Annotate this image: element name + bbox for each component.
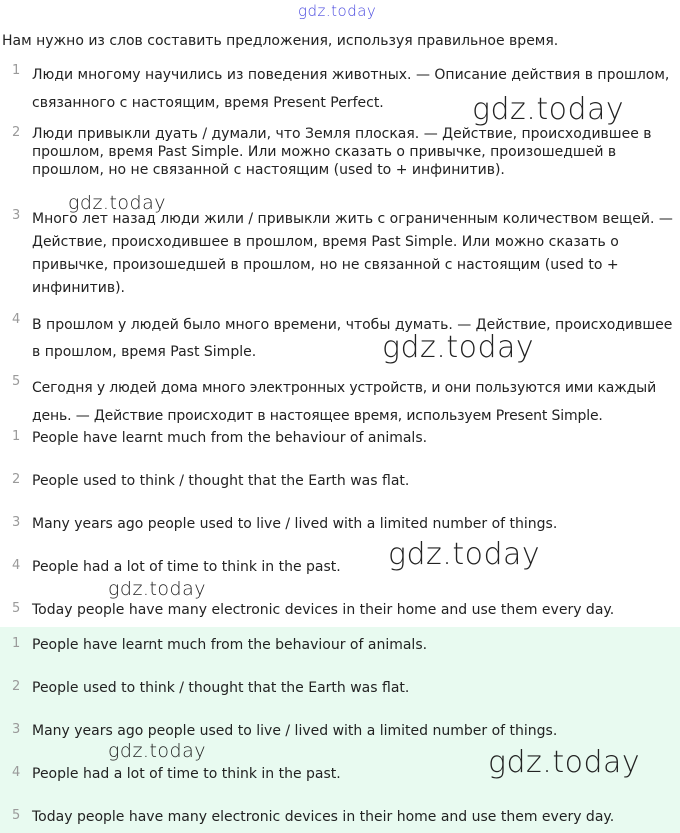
watermark-top: gdz.today: [298, 2, 377, 20]
item-number: 5: [12, 601, 21, 616]
watermark: gdz.today: [472, 92, 625, 127]
item-text: People had a lot of time to think in the past.: [32, 766, 341, 782]
item-number: 5: [12, 374, 21, 389]
item-number: 4: [12, 765, 21, 780]
item-text: Люди многому научились из поведения животных. — Описание действия в прошлом, связанного с настоящим, время Present Perfect.: [32, 67, 670, 111]
item-text: Today people have many electronic devices in their home and use them every day.: [32, 602, 615, 618]
item-number: 2: [12, 125, 21, 140]
item-text: Люди привыкли дуать / думали, что Земля плоская. — Действие, происходившее в прошлом, время Past Simple. Или можно сказать о привычке, произошедшей в прошлом, но не связанной с настоящим (used to + инфинитив).: [32, 126, 652, 178]
item-text: People had a lot of time to think in the past.: [32, 559, 341, 575]
item-text: People used to think / thought that the Earth was flat.: [32, 680, 410, 696]
item-text: Сегодня у людей дома много электронных устройств, и они пользуются ими каждый день. — Действие происходит в настоящее время, используем Present Simple.: [32, 380, 657, 424]
item-text: People have learnt much from the behaviour of animals.: [32, 637, 428, 653]
item-text: В прошлом у людей было много времени, чтобы думать. — Действие, происходившее в прошлом, время Past Simple.: [32, 317, 673, 360]
item-number: 4: [12, 312, 21, 327]
item-text: Many years ago people used to live / lived with a limited number of things.: [32, 516, 558, 532]
item-number: 4: [12, 558, 21, 573]
watermark: gdz.today: [388, 537, 541, 572]
item-number: 5: [12, 808, 21, 823]
item-text: Today people have many electronic devices in their home and use them every day.: [32, 809, 615, 825]
item-number: 1: [12, 429, 21, 444]
item-number: 1: [12, 63, 21, 78]
item-number: 2: [12, 472, 21, 487]
watermark: gdz.today: [68, 192, 166, 214]
item-text: Много лет назад люди жили / привыкли жить с ограниченным количеством вещей. — Действие, происходившее в прошлом, время Past Simple. Или можно сказать о привычке, произошедшей в прошлом, но не связанной с настоящим (used to + инфинитив).: [32, 211, 673, 296]
item-number: 3: [12, 208, 21, 223]
watermark: gdz.today: [108, 578, 206, 600]
item-text: Many years ago people used to live / lived with a limited number of things.: [32, 723, 558, 739]
item-number: 3: [12, 722, 21, 737]
intro-text: Нам нужно из слов составить предложения, используя правильное время.: [2, 33, 559, 49]
item-text: People have learnt much from the behaviour of animals.: [32, 430, 428, 446]
watermark: gdz.today: [108, 740, 206, 762]
item-number: 1: [12, 636, 21, 651]
watermark: gdz.today: [488, 745, 641, 780]
item-text: People used to think / thought that the Earth was flat.: [32, 473, 410, 489]
item-number: 3: [12, 515, 21, 530]
watermark: gdz.today: [382, 330, 535, 365]
item-number: 2: [12, 679, 21, 694]
